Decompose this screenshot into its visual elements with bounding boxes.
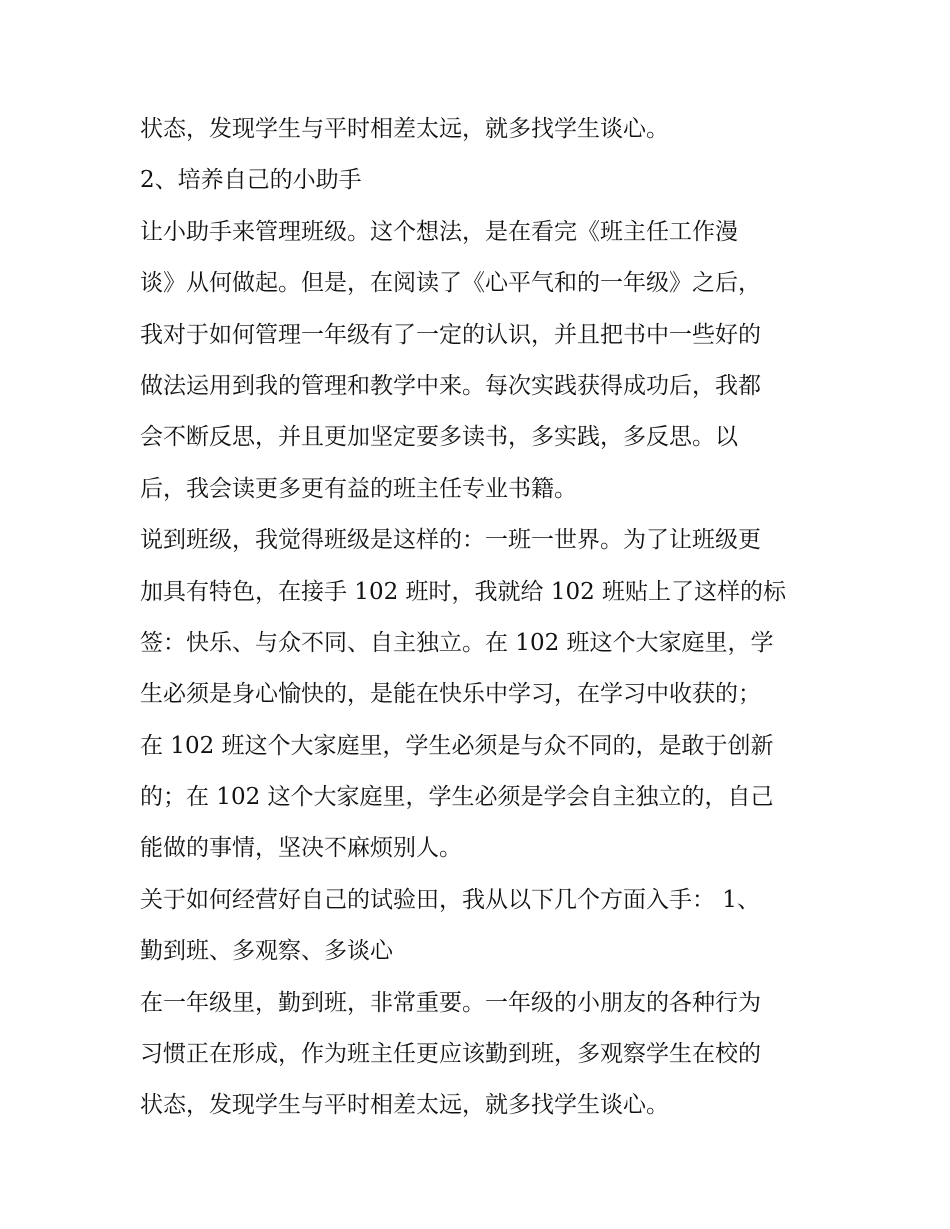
text-line: 在一年级里，勤到班，非常重要。一年级的小朋友的各种行为 — [140, 989, 761, 1016]
text-line: 关于如何经营好自己的试验田，我从以下几个方面入手： 1、 — [140, 886, 760, 913]
text-line: 后，我会读更多更有益的班主任专业书籍。 — [140, 475, 577, 502]
text-line: 加具有特色，在接手 102 班时，我就给 102 班贴上了这样的标 — [140, 578, 787, 605]
text-line: 的；在 102 这个大家庭里，学生必须是学会自主独立的，自己 — [140, 784, 774, 811]
section-heading: 2、培养自己的小助手 — [140, 167, 362, 194]
text-line: 状态，发现学生与平时相差太远，就多找学生谈心。 — [140, 1092, 669, 1119]
text-line: 在 102 班这个大家庭里，学生必须是与众不同的，是敢于创新 — [140, 732, 774, 759]
text-line: 说到班级，我觉得班级是这样的：一班一世界。为了让班级更 — [140, 527, 761, 554]
text-line: 谈》从何做起。但是，在阅读了《心平气和的一年级》之后， — [140, 270, 761, 297]
text-line: 生必须是身心愉快的，是能在快乐中学习，在学习中收获的； — [140, 681, 761, 708]
text-line: 状态，发现学生与平时相差太远，就多找学生谈心。 — [140, 116, 669, 142]
document-body — [140, 104, 820, 1132]
section-heading: 勤到班、多观察、多谈心 — [140, 938, 393, 965]
text-line: 我对于如何管理一年级有了一定的认识，并且把书中一些好的 — [140, 321, 761, 348]
text-line: 习惯正在形成，作为班主任更应该勤到班，多观察学生在校的 — [140, 1041, 761, 1068]
text-line: 让小助手来管理班级。这个想法，是在看完《班主任工作漫 — [140, 218, 738, 245]
text-line: 签：快乐、与众不同、自主独立。在 102 班这个大家庭里，学 — [140, 629, 774, 656]
text-line: 做法运用到我的管理和教学中来。每次实践获得成功后，我都 — [140, 372, 761, 399]
text-line: 能做的事情，坚决不麻烦别人。 — [140, 835, 462, 862]
text-line: 会不断反思，并且更加坚定要多读书，多实践，多反思。以 — [140, 424, 738, 451]
